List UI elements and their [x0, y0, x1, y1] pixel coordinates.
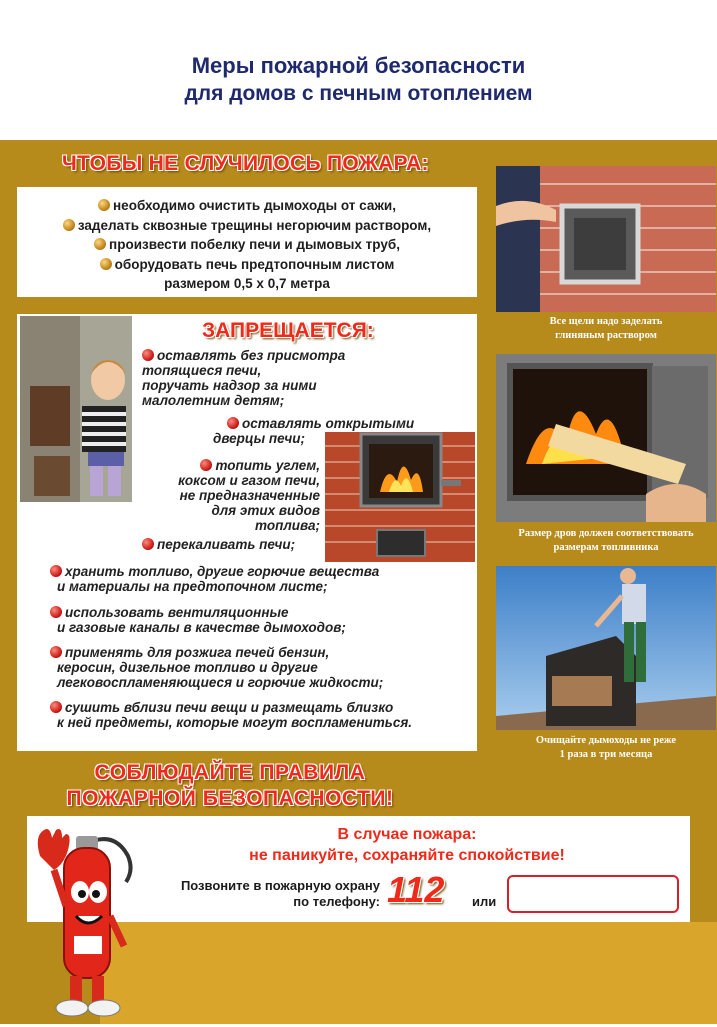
- forbidden-item-8: сушить вблизи печи вещи и размещать близко к ней предметы, которые могут воспламениться.: [50, 700, 412, 730]
- bullet-icon: [50, 565, 62, 577]
- slogan-line-2: ПОЖАРНОЙ БЕЗОПАСНОСТИ!: [66, 787, 394, 810]
- child-photo: [20, 316, 132, 502]
- slogan: [0, 760, 460, 812]
- prevention-item: оборудовать печь предтопочным листом: [17, 255, 477, 275]
- prevention-item: необходимо очистить дымоходы от сажи,: [17, 196, 477, 216]
- photo-firewood: [496, 354, 716, 522]
- title-line-2: для домов с печным отоплением: [184, 82, 533, 105]
- caption-sealing-cracks: Все щели надо заделать глиняным раствором: [549, 316, 663, 341]
- chimney-sweep-illustration: [496, 566, 716, 730]
- prevention-item: произвести побелку печи и дымовых труб,: [17, 235, 477, 255]
- bullet-icon: [100, 258, 112, 270]
- bullet-icon: [94, 238, 106, 250]
- stove-illustration: [325, 432, 475, 562]
- bullet-icon: [227, 417, 239, 429]
- forbidden-item-6: использовать вентиляционные и газовые каналы в качестве дымоходов;: [50, 605, 346, 635]
- forbidden-item-4: перекаливать печи;: [142, 537, 295, 552]
- bullet-icon: [98, 199, 110, 211]
- call-instruction: Позвоните в пожарную охрану по телефону:: [180, 878, 380, 909]
- forbidden-item-3: топить углем, коксом и газом печи, не предназначенные для этих видов топлива;: [178, 458, 320, 533]
- page-title: [0, 52, 717, 107]
- forbidden-item-5: хранить топливо, другие горючие вещества и материалы на предтопочном листе;: [50, 564, 379, 594]
- prevention-item-cont: размером 0,5 х 0,7 метра: [164, 276, 330, 291]
- firebox-illustration: [496, 354, 716, 522]
- forbidden-item-1: оставлять без присмотра топящиеся печи, поручать надзор за ними малолетним детям;: [142, 348, 346, 408]
- bottom-band: [100, 922, 717, 1024]
- bullet-icon: [142, 538, 154, 550]
- emergency-line-2: не паникуйте, сохраняйте спокойствие!: [249, 847, 565, 864]
- prevention-item: заделать сквозные трещины негорючим раствором,: [17, 216, 477, 236]
- bullet-icon: [63, 219, 75, 231]
- extinguisher-mascot: [30, 826, 140, 1022]
- bullet-icon: [142, 349, 154, 361]
- brick-oven-illustration: [496, 166, 716, 312]
- emergency-line-1: В случае пожара:: [337, 826, 477, 843]
- bullet-icon: [200, 459, 212, 471]
- slogan-line-1: СОБЛЮДАЙТЕ ПРАВИЛА: [94, 761, 366, 784]
- child-illustration: [20, 316, 132, 502]
- prevention-box: [17, 187, 477, 297]
- caption-chimney: Очищайте дымоходы не реже 1 раза в три месяца: [535, 735, 677, 760]
- stove-photo: [325, 432, 475, 562]
- caption-firewood: Размер дров должен соответствовать размерам топливника: [518, 528, 694, 553]
- title-line-1: Меры пожарной безопасности: [191, 53, 526, 78]
- emergency-number: 112: [387, 869, 445, 910]
- prevention-heading: ЧТОБЫ НЕ СЛУЧИЛОСЬ ПОЖАРА:: [62, 152, 429, 175]
- bullet-icon: [50, 701, 62, 713]
- forbidden-item-2: оставлять открытыми дверцы печи;: [213, 416, 415, 446]
- photo-chimney: [496, 566, 716, 730]
- forbidden-heading: ЗАПРЕЩАЕТСЯ:: [202, 319, 374, 342]
- bullet-icon: [50, 646, 62, 658]
- photo-sealing-cracks: [496, 166, 716, 312]
- bullet-icon: [50, 606, 62, 618]
- alt-number-field: [507, 875, 679, 913]
- forbidden-item-7: применять для розжига печей бензин, керосин, дизельное топливо и другие легковоспламеняющиеся и горючие жидкости;: [50, 645, 383, 690]
- or-label: или: [472, 894, 497, 909]
- fire-extinguisher-icon: [30, 826, 140, 1022]
- emergency-message: [177, 824, 637, 866]
